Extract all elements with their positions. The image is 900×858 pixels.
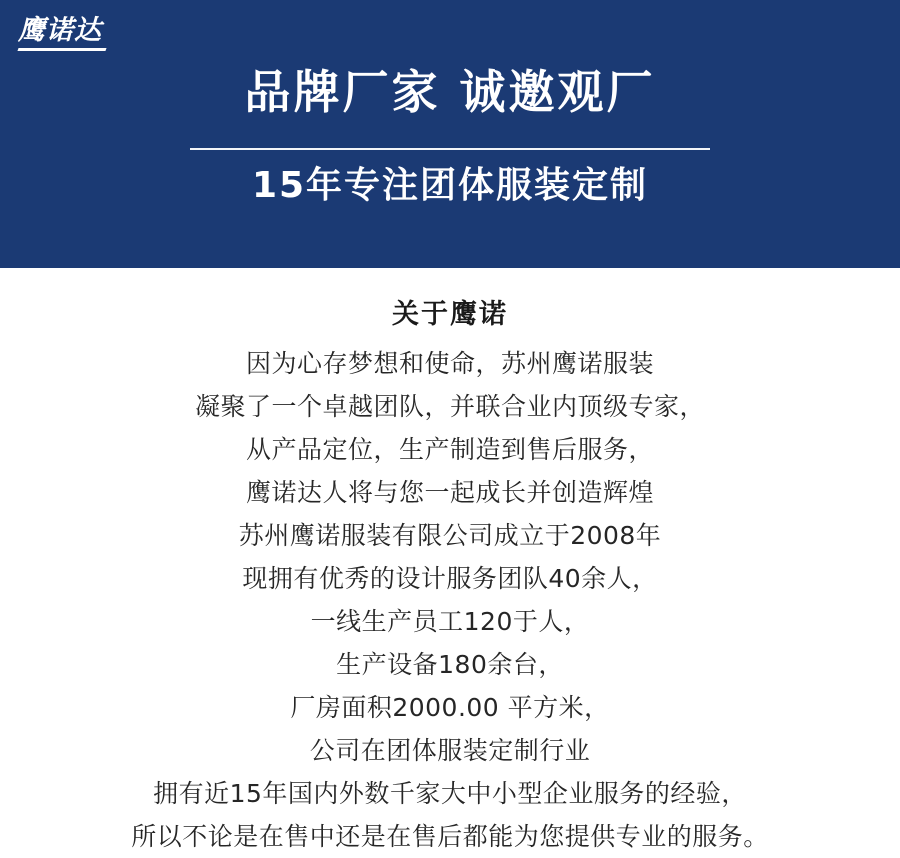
about-line: 因为心存梦想和使命，苏州鹰诺服装	[245, 349, 654, 378]
about-title: 关于鹰诺	[392, 299, 508, 330]
about-line: 苏州鹰诺服装有限公司成立于2008年	[238, 521, 662, 550]
banner	[0, 0, 900, 268]
banner-divider	[190, 148, 710, 150]
banner-headline: 品牌厂家 诚邀观厂	[244, 65, 656, 119]
brand-logo-underline	[17, 48, 106, 51]
about-line: 鹰诺达人将与您一起成长并创造辉煌	[245, 478, 654, 507]
about-line: 从产品定位，生产制造到售后服务，	[245, 435, 654, 464]
banner-subheadline: 15年专注团体服装定制	[251, 165, 649, 206]
about-line: 厂房面积2000.00 平方米，	[290, 693, 610, 722]
about-line: 生产设备180余台，	[336, 650, 564, 679]
brand-logo	[18, 16, 123, 62]
about-line: 公司在团体服装定制行业	[309, 736, 591, 765]
about-line: 现拥有优秀的设计服务团队40余人，	[242, 564, 658, 593]
about-section	[0, 268, 900, 858]
about-body	[0, 342, 900, 858]
about-line: 所以不论是在售中还是在售后都能为您提供专业的服务。	[131, 822, 769, 851]
about-line: 凝聚了一个卓越团队，并联合业内顶级专家，	[194, 392, 705, 421]
about-line: 拥有近15年国内外数千家大中小型企业服务的经验，	[153, 779, 747, 808]
about-line: 一线生产员工120于人，	[310, 607, 590, 636]
brand-logo-text: 鹰诺达	[18, 15, 102, 46]
